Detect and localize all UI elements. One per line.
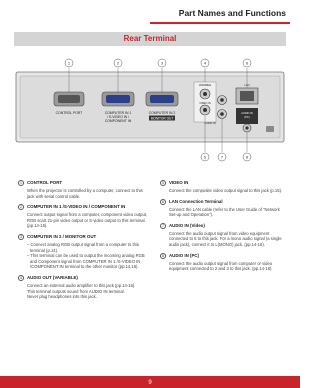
item-number: 1 [20,181,22,185]
label-computer-in1-a: COMPUTER IN 1 [104,111,132,115]
computer-in1-connector [102,92,134,106]
marker-5 [201,153,209,161]
item-title: AUDIO OUT (VARIABLE) [27,275,78,281]
svg-text:6: 6 [245,60,249,66]
item-lan [160,199,286,218]
label-lan: LAN [244,84,250,87]
section-bar [14,32,286,46]
item-video-in [160,180,286,194]
marker-7 [218,153,226,161]
item-number: 6 [162,199,164,204]
item-title: COMPUTER IN 2 / MONITOR OUT [27,234,97,240]
item-text: Connect output signal from a computer, component video output, RGB scart 21-pin video output or S-video output to this terminal. (pp.14-16). [27,212,148,229]
svg-text:4: 4 [203,60,207,66]
item-number: 2 [20,205,22,210]
item-computer-in2 [18,234,148,270]
description-column-left [18,180,148,305]
marker-1 [65,59,73,67]
item-text: This terminal outputs sound from AUDIO IN terminal. [27,288,125,294]
item-text: – This terminal can be used to output the incoming analog RGB and Component signal from COMPUTER IN 1 /S-VIDEO IN /COMPONENT IN terminal to the other monitor (pp.14,16). [27,253,145,270]
label-computer-in1-c: COMPONENT IN [104,119,132,123]
item-number: 5 [162,181,164,185]
svg-text:7: 7 [220,154,224,160]
video-in-jack [200,105,210,115]
item-audio-in-video [160,223,286,248]
marker-2 [114,59,122,67]
item-text: Connect an external audio amplifier to this jack (pp.14-16). [27,282,136,288]
item-audio-in-pc [160,253,286,272]
label-control-port: CONTROL PORT [55,111,83,115]
footer-bar [0,376,300,388]
lan-port [236,88,258,104]
item-number: 8 [162,253,164,258]
item-audio-out-variable [18,275,148,300]
label-video-in: VIDEO IN [199,102,211,105]
security-slot [266,126,274,132]
rear-terminal-diagram [14,52,286,170]
control-port-connector [54,92,84,106]
item-title: CONTROL PORT [27,180,63,186]
terminal-panel-inner [20,76,280,138]
item-computer-in1 [18,204,148,229]
item-text: Connect the LAN cable (refer to the User Guide of "Network Set-up and Operation"). [169,206,280,218]
label-computer-in2-b: MONITOR OUT [150,116,174,121]
item-number: 3 [20,234,22,239]
item-text: When the projector is controlled by a computer, connect to this jack with serial control cable. [27,188,143,199]
marker-6 [243,59,251,67]
label-variable: VARIABLE [198,84,212,87]
item-text: Never plug headphones into this jack. [27,294,97,300]
svg-text:3: 3 [160,60,164,66]
page-number: 9 [148,380,152,386]
item-title: AUDIO IN (Video) [169,222,205,228]
marker-4 [201,59,209,67]
marker-8 [243,153,251,161]
label-audio-pc-a: AUDIO IN [241,112,253,115]
page-title: Part Names and Functions [178,8,286,18]
item-text: Connect the composite video output signal to this jack (p.15). [169,188,283,193]
svg-text:2: 2 [116,60,120,66]
item-number: 7 [162,223,164,228]
item-title: COMPUTER IN 1 /S-VIDEO IN / COMPONENT IN [27,204,126,210]
header-rule [150,22,290,24]
item-text: Connect the audio output signal from video equipment connected to 5 to this jack. For a mono audio signal (a single audio jack), connect it to L(MONO) jack. (pp.14-16). [169,230,282,247]
label-computer-in1-b: / S-VIDEO IN / [106,115,130,119]
label-audio-in: AUDIO IN [204,122,216,125]
label-computer-in2-a: COMPUTER IN 2 [148,111,176,115]
svg-text:8: 8 [245,154,249,160]
item-text: Connect the audio output signal from computer or video equipment connected to 2 and 3 to this jack. (pp.14-16). [169,260,273,272]
page-header [0,0,300,28]
item-title: AUDIO IN (PC) [169,252,200,258]
computer-in2-connector [146,92,178,106]
label-audio-pc-b: (PC) [244,116,250,119]
item-number: 4 [20,275,22,280]
description-column-right [160,180,286,277]
marker-3 [158,59,166,67]
section-title: Rear Terminal [123,34,177,43]
item-control-port [18,180,148,199]
item-text: – Connect analog RGB output signal from a computer to this terminal (p.14). [27,241,139,253]
svg-text:5: 5 [203,154,207,160]
svg-text:1: 1 [67,60,71,66]
item-title: LAN Connection Terminal [169,198,223,204]
item-title: VIDEO IN [169,180,189,186]
